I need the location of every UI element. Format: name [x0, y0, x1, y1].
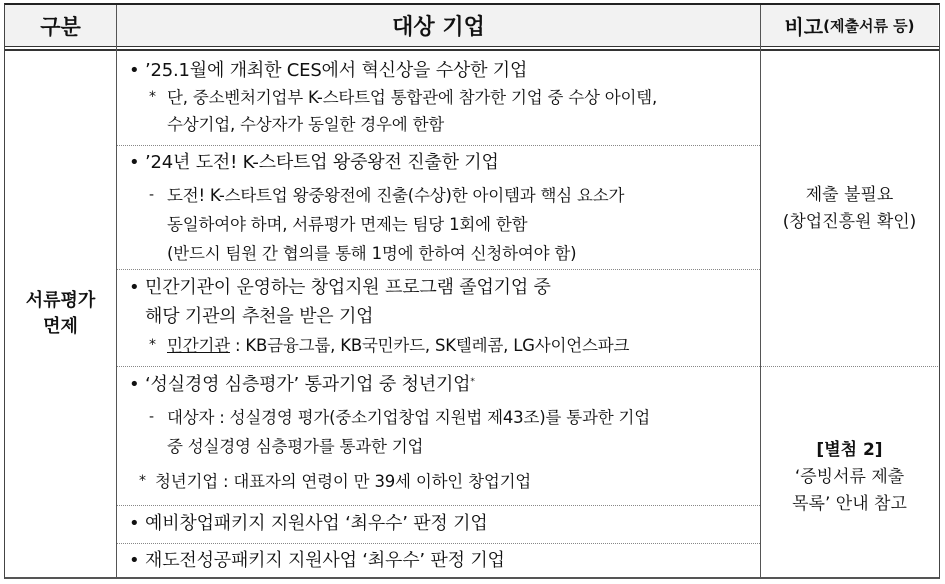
dash-icon: - — [149, 187, 154, 203]
target-row-ces — [117, 55, 760, 145]
target-row-startup-champion — [117, 145, 760, 269]
row-note: - 도전! K-스타트업 왕중왕전에 진출(수상)한 아이템과 핵심 요소가 — [127, 181, 760, 210]
header-category — [5, 5, 116, 46]
category-line-2: 면제 — [43, 316, 78, 337]
bullet-icon: • — [129, 374, 140, 395]
category-line-1: 서류평가 — [25, 290, 96, 311]
remark-attachment-label: [별첨 2] — [816, 439, 883, 460]
target-row-restart-package — [117, 543, 760, 577]
target-row-integrity-management — [117, 366, 760, 505]
row-title-continued: 해당 기관의 추천을 받은 기업 — [145, 306, 374, 327]
header-category-label: 구분 — [40, 14, 81, 39]
row-note-continued: 중 성실경영 심층평가를 통과한 기업 — [167, 437, 424, 456]
row-note: - 대상자 : 성실경영 평가(중소기업창업 지원법 제43조)를 통과한 기업 — [127, 403, 760, 432]
bullet-icon: • — [129, 513, 140, 534]
exemption-table — [4, 3, 940, 579]
header-target — [117, 5, 760, 46]
row-title: • 재도전성공패키지 지원사업 ‘최우수’ 판정 기업 — [127, 547, 760, 574]
bullet-icon: • — [129, 277, 140, 298]
asterisk-icon: * — [139, 473, 146, 489]
asterisk-icon: * — [149, 337, 156, 353]
target-row-preliminary-package — [117, 505, 760, 543]
bullet-icon: • — [129, 60, 140, 81]
dash-icon: - — [149, 409, 154, 425]
remark-line: 제출 불필요 — [805, 184, 894, 205]
note-label: 민간기관 — [167, 336, 230, 355]
header-target-label: 대상 기업 — [392, 15, 485, 40]
header-remark-sublabel: (제출서류 등) — [823, 17, 915, 35]
bullet-icon: • — [129, 550, 140, 571]
header-remark-label: 비고 — [784, 15, 824, 39]
row-note-continued: 수상기업, 수상자가 동일한 경우에 한함 — [167, 115, 445, 134]
remark-no-submission — [761, 51, 938, 366]
row-note-continued: (반드시 팀원 간 협의를 통해 1명에 한하여 신청하여야 함) — [167, 244, 577, 263]
row-title: • 민간기관이 운영하는 창업지원 프로그램 졸업기업 중 — [127, 273, 760, 302]
header-remark — [761, 5, 938, 46]
category-cell — [5, 51, 116, 577]
remark-line: 목록’ 안내 참고 — [792, 493, 907, 514]
row-title: • ’25.1월에 개최한 CES에서 혁신상을 수상한 기업 — [127, 57, 760, 84]
row-footnote: * 청년기업 : 대표자의 연령이 만 39세 이하인 창업기업 — [127, 467, 760, 496]
bullet-icon: • — [129, 152, 140, 173]
row-note: * 민간기관 : KB금융그룹, KB국민카드, SK텔레콤, LG사이언스파크 — [127, 331, 760, 360]
footnote-marker: * — [470, 377, 475, 387]
target-row-private-program — [117, 269, 760, 366]
remark-attachment-reference — [761, 366, 938, 577]
row-title: • 예비창업패키지 지원사업 ‘최우수’ 판정 기업 — [127, 510, 760, 537]
remark-line: ‘증빙서류 제출 — [794, 466, 905, 487]
row-title: • ‘성실경영 심층평가’ 통과기업 중 청년기업* — [127, 370, 760, 399]
row-title: • ’24년 도전! K-스타트업 왕중왕전 진출한 기업 — [127, 148, 760, 177]
row-note: * 단, 중소벤처기업부 K-스타트업 통합관에 참가한 기업 중 수상 아이템, — [127, 84, 760, 111]
row-note-continued: 동일하여야 하며, 서류평가 면제는 팀당 1회에 한함 — [167, 215, 528, 234]
remark-line: (창업진흥원 확인) — [782, 211, 917, 232]
asterisk-icon: * — [149, 89, 156, 105]
